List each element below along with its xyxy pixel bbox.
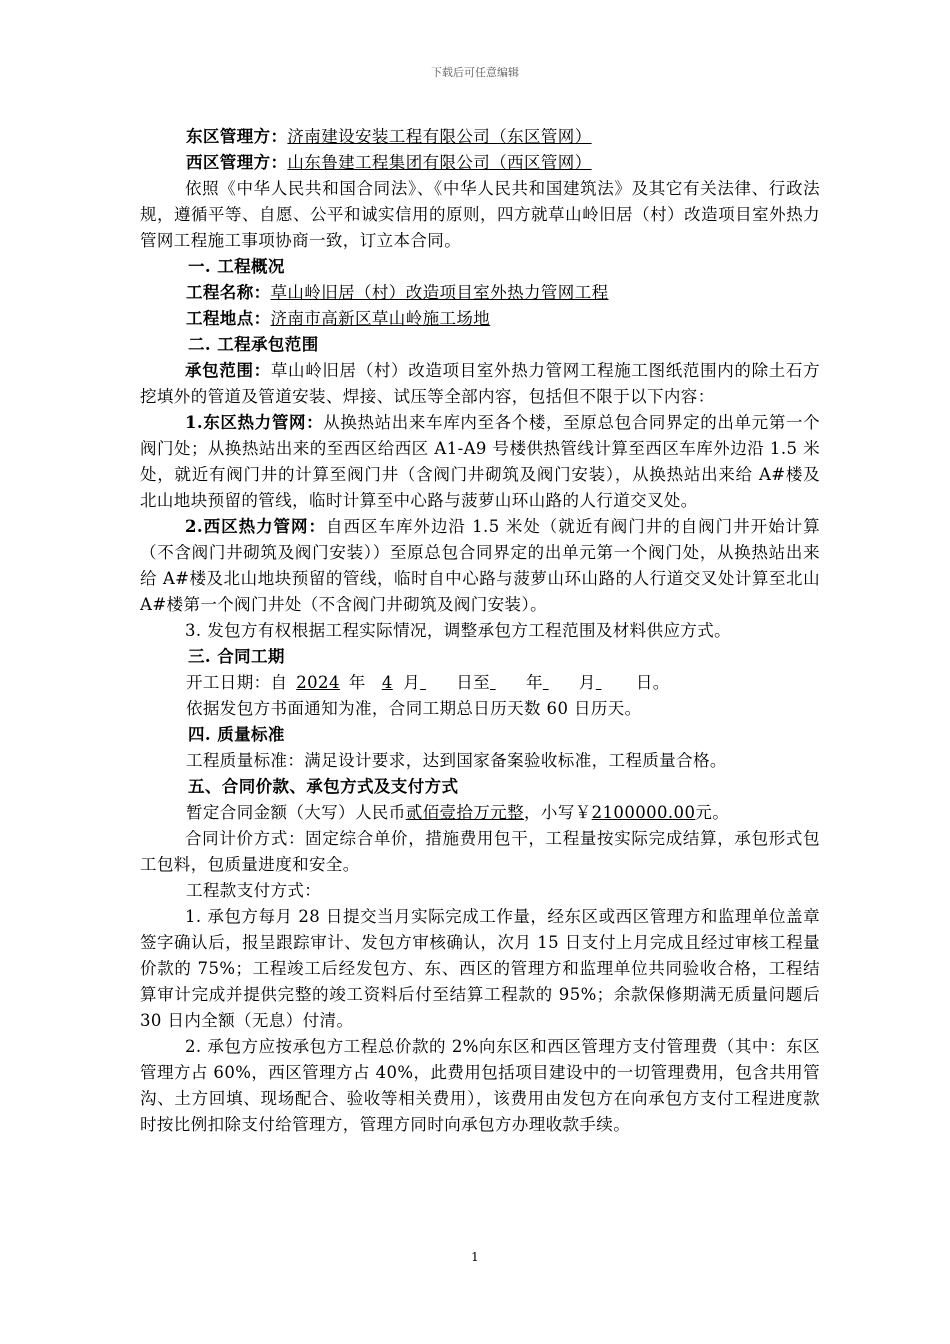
page-number: 1 bbox=[471, 1250, 479, 1264]
start-date-prefix: 开工日期：自 bbox=[186, 673, 288, 692]
end-day-char: 日。 bbox=[635, 673, 670, 692]
end-year-blank bbox=[490, 670, 526, 696]
amount-mid: ，小写￥ bbox=[524, 803, 592, 822]
project-location-value: 济南市高新区草山岭施工场地 bbox=[270, 309, 491, 328]
section4-title: 四. 质量标准 bbox=[188, 725, 285, 744]
project-name-value: 草山岭旧居（村）改造项目室外热力管网工程 bbox=[270, 283, 609, 302]
amount-number: 2100000.00 bbox=[591, 803, 696, 822]
section1-title: 一. 工程概况 bbox=[188, 257, 285, 276]
project-name-line bbox=[140, 280, 820, 306]
start-month-value: 4 bbox=[381, 673, 393, 692]
amount-suffix: 元。 bbox=[695, 803, 730, 822]
day-to: 日至 bbox=[456, 673, 490, 692]
start-month bbox=[371, 670, 403, 696]
contract-body bbox=[140, 124, 820, 1138]
scope-item-2 bbox=[140, 514, 820, 618]
end-month-blank bbox=[543, 670, 579, 696]
section5-title: 五、合同价款、承包方式及支付方式 bbox=[188, 777, 459, 796]
end-month-char: 月 bbox=[578, 673, 596, 692]
scope-item-1 bbox=[140, 410, 820, 514]
start-year bbox=[293, 670, 343, 696]
scope-text: 草山岭旧居（村）改造项目室外热力管网工程施工图纸范围内的除土石方挖填外的管道及管道安装、焊接、试压等全部内容，包括但不限于以下内容： bbox=[140, 361, 821, 406]
payment-item-2: 2. 承包方应按承包方工程总价款的 2%向东区和西区管理方支付管理费（其中：东区管理方占 60%，西区管理方占 40%，此费用包括项目建设中的一切管理费用，包含共用管沟、土方回填、现场配合、验收等相关费用），该费用由发包方在向承包方支付工程进度款时按比例扣除支付给管理方，管理方同时向承包方办理收款手续。 bbox=[140, 1037, 820, 1134]
payment-title: 工程款支付方式： bbox=[186, 881, 322, 900]
project-name-label: 工程名称： bbox=[186, 283, 271, 302]
month-char: 月 bbox=[403, 673, 421, 692]
west-manager-line bbox=[140, 150, 820, 176]
duration-line: 依据发包方书面通知为准，合同工期总日历天数 60 日历天。 bbox=[186, 699, 642, 718]
end-day-blank bbox=[596, 670, 636, 696]
pricing-paragraph: 合同计价方式：固定综合单价，措施费用包干，工程量按实际完成结算，承包形式包工包料，包质量进度和安全。 bbox=[140, 829, 820, 874]
scope-item-2-label: 2.西区热力管网： bbox=[185, 517, 327, 536]
section2-title: 二. 工程承包范围 bbox=[188, 335, 319, 354]
east-manager-value: 济南建设安装工程有限公司（东区管网） bbox=[287, 127, 592, 146]
east-manager-label: 东区管理方： bbox=[186, 127, 288, 146]
project-location-label: 工程地点： bbox=[186, 309, 271, 328]
intro-paragraph: 依照《中华人民共和国合同法》、《中华人民共和国建筑法》及其它有关法律、行政法规，遵循平等、自愿、公平和诚实信用的原则，四方就草山岭旧居（村）改造项目室外热力管网工程施工事项协商一致，订立本合同。 bbox=[140, 179, 820, 250]
scope-item-1-label: 1.东区热力管网： bbox=[185, 413, 324, 432]
scope-paragraph bbox=[140, 358, 820, 410]
year-char: 年 bbox=[348, 673, 366, 692]
west-manager-label: 西区管理方： bbox=[186, 153, 288, 172]
scope-item-3: 3. 发包方有权根据工程实际情况，调整承包方工程范围及材料供应方式。 bbox=[185, 621, 732, 640]
scope-label: 承包范围： bbox=[185, 361, 271, 380]
payment-item-1: 1. 承包方每月 28 日提交当月实际完成工作量，经东区或西区管理方和监理单位盖章签字确认后，报呈跟踪审计、发包方审核确认，次月 15 日支付上月完成且经过审核工程量价款的 75%；工程竣工后经发包方、东、西区的管理方和监理单位共同验收合格，工程结算审计完成并提供完整的竣工资料后付至结算工程款的 95%；余款保修期满无质量问题后 30 日内全额（无息）付清。 bbox=[140, 907, 820, 1030]
amount-words: 贰佰壹拾万元整 bbox=[405, 803, 525, 822]
quality-line: 工程质量标准：满足设计要求，达到国家备案验收标准，工程质量合格。 bbox=[186, 751, 727, 770]
amount-line bbox=[140, 800, 820, 826]
end-year-char: 年 bbox=[526, 673, 543, 692]
scope-item-2-text: 自西区车库外边沿 1.5 米处（就近有阀门井的自阀门井开始计算（不含阀门井砌筑及阀门安装））至原总包合同界定的出单元第一个阀门处，从换热站出来给 A#楼及北山地块预留的管线，临时自中心路与菠萝山环山路的人行道交叉处计算至北山 A#楼第一个阀门井处（不含阀门井砌筑及阀门安装）。 bbox=[140, 517, 820, 614]
start-day-blank bbox=[420, 670, 456, 696]
start-date-line bbox=[140, 670, 820, 696]
start-year-value: 2024 bbox=[296, 673, 340, 692]
project-location-line bbox=[140, 306, 820, 332]
west-manager-value: 山东鲁建工程集团有限公司（西区管网） bbox=[287, 153, 592, 172]
page-header: 下载后可任意编辑 bbox=[431, 66, 519, 79]
amount-prefix: 暂定合同金额（大写）人民币 bbox=[186, 803, 406, 822]
east-manager-line bbox=[140, 124, 820, 150]
section3-title: 三. 合同工期 bbox=[188, 647, 285, 666]
scope-item-1-text: 从换热站出来车库内至各个楼，至原总包合同界定的出单元第一个阀门处；从换热站出来的至西区给西区 A1-A9 号楼供热管线计算至西区车库外边沿 1.5 米处，就近有阀门井的计算至阀门井（含阀门井砌筑及阀门安装），从换热站出来给 A#楼及北山地块预留的管线，临时计算至中心路与菠萝山环山路的人行道交叉处。 bbox=[140, 413, 820, 510]
